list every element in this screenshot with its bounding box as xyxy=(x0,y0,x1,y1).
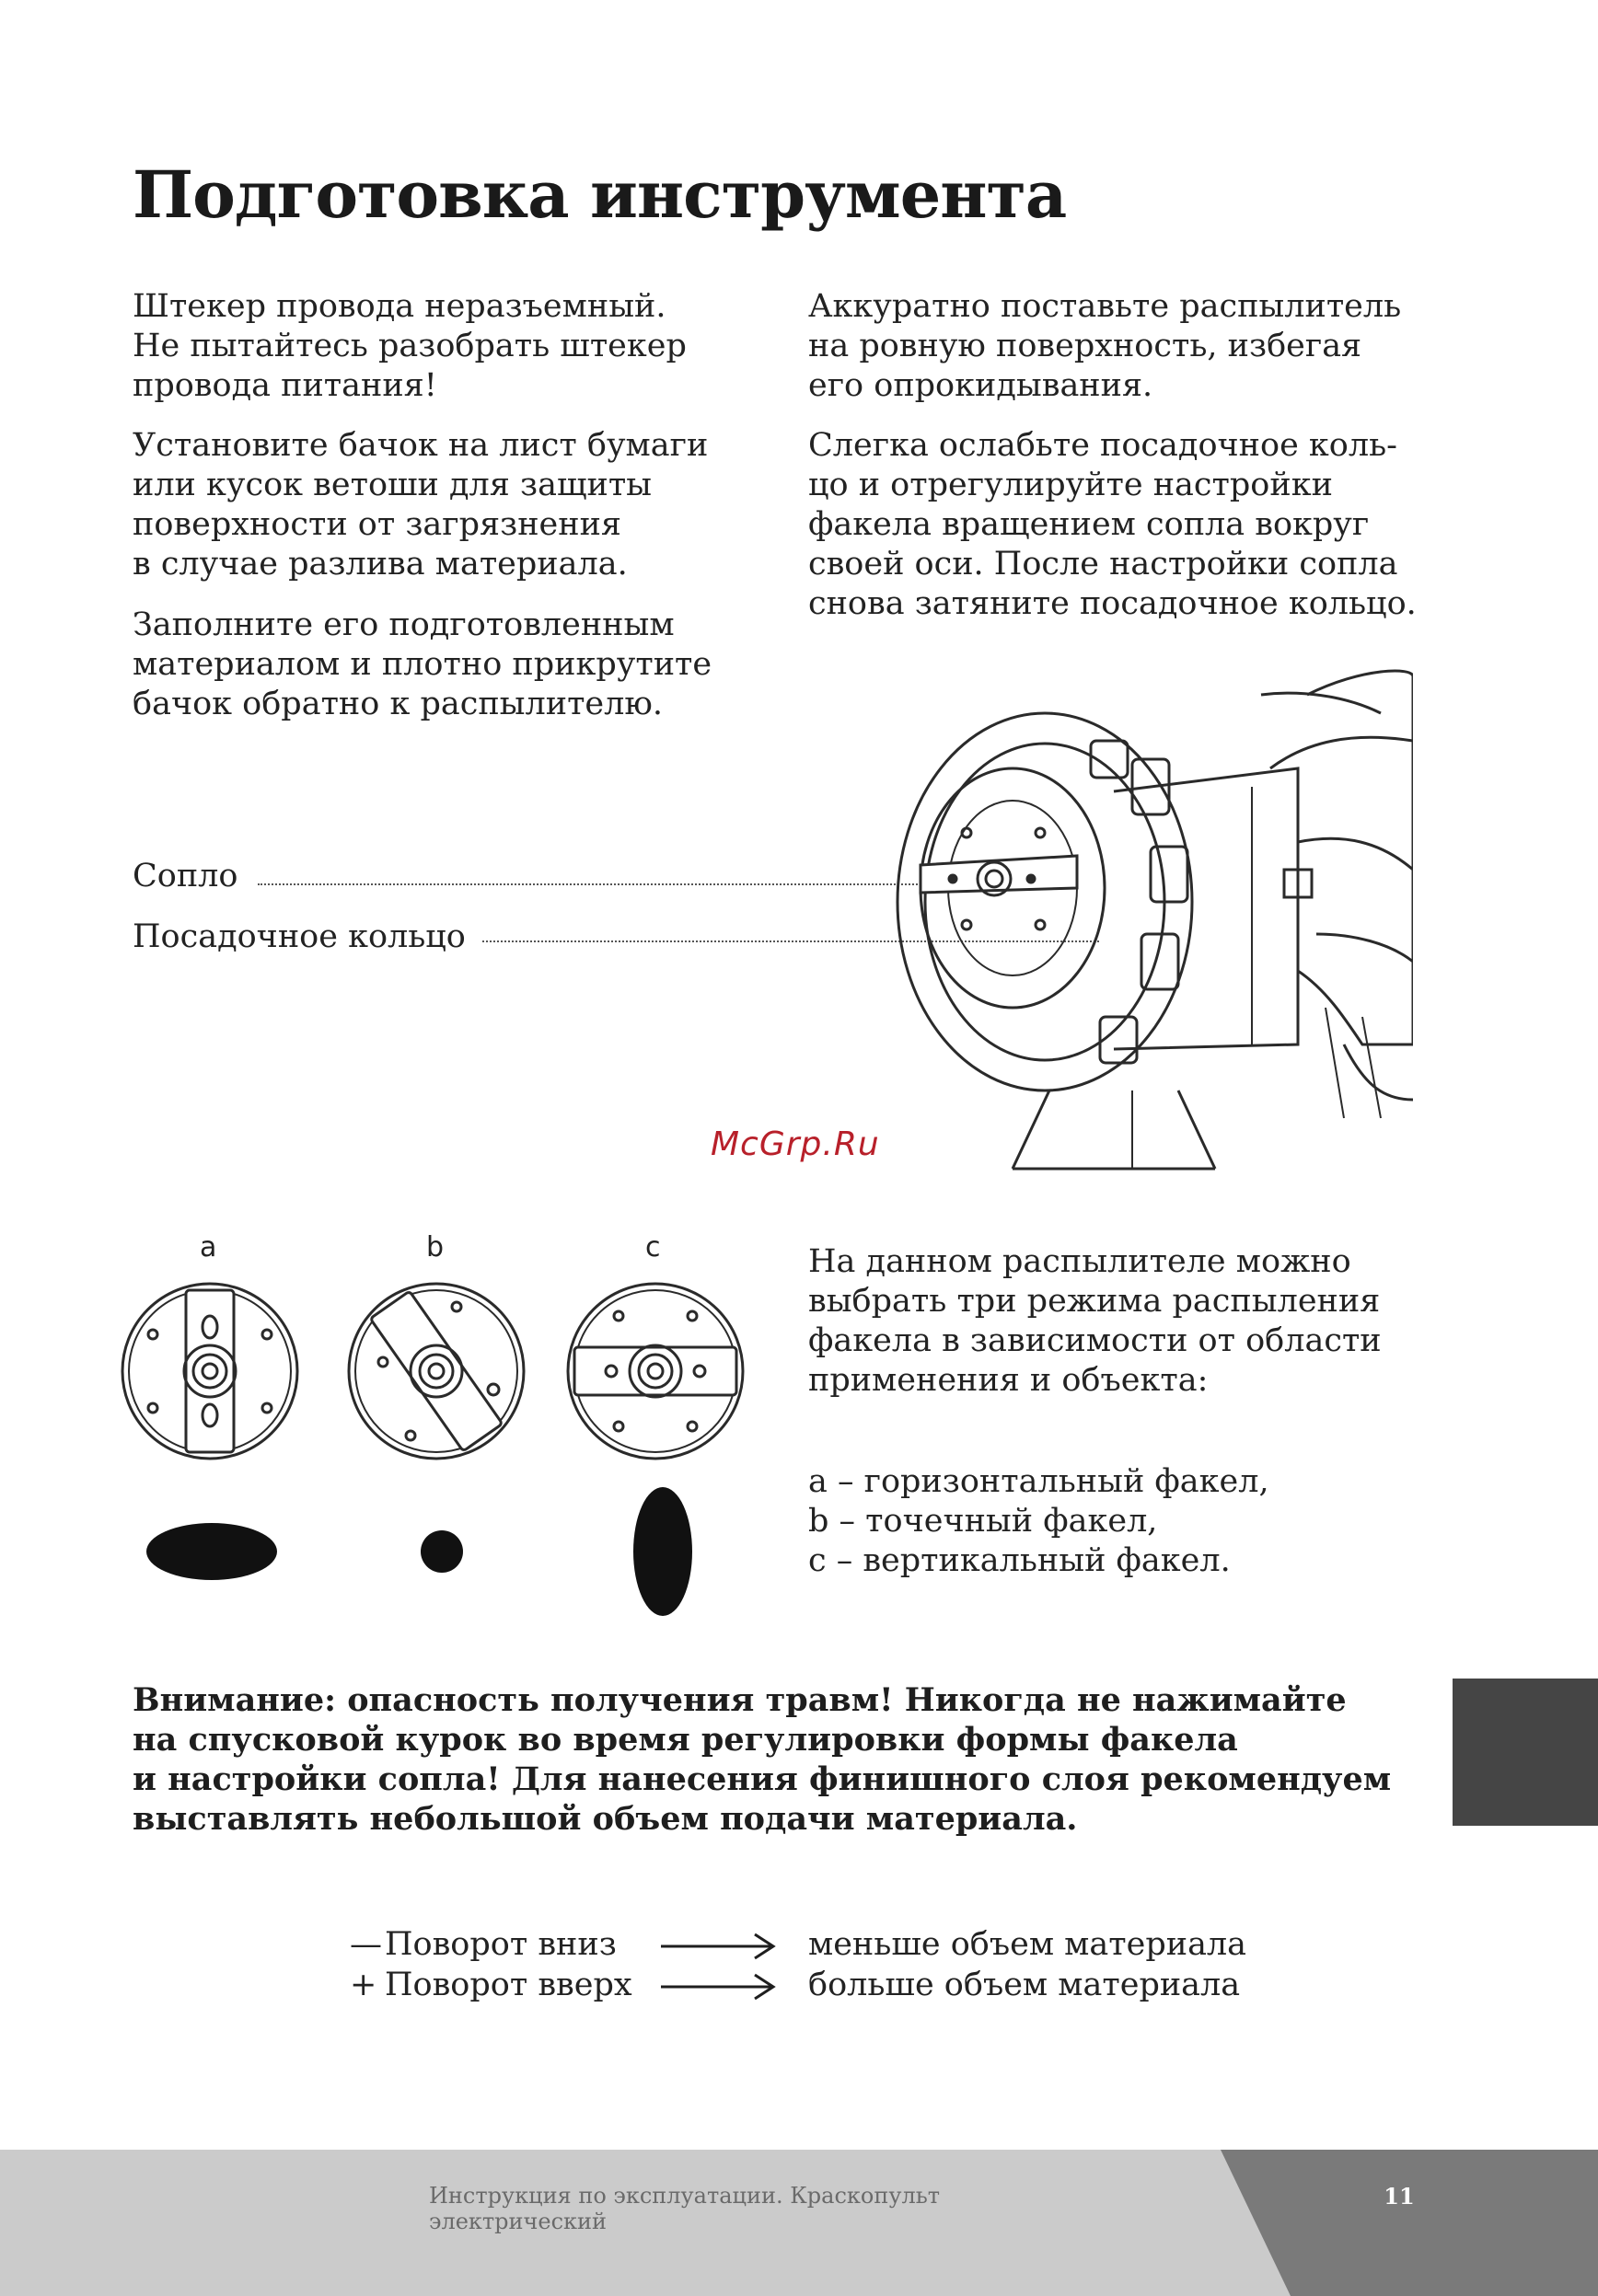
sprayer-illustration xyxy=(865,658,1413,1173)
mode-letter-b: b xyxy=(426,1231,445,1263)
leader-line-nozzle xyxy=(258,883,925,885)
spray-modes-diagram xyxy=(116,1279,760,1629)
watermark: McGrp.Ru xyxy=(711,1125,880,1163)
safety-warning: Внимание: опасность получения травм! Никогда не нажимайте на спусковой курок во время регулировки формы факела и настройки сопла! Для нанесения финишного слоя рекомендуем выставлять небольшой объем подачи материала. xyxy=(133,1681,1392,1838)
adjust-row-up xyxy=(350,1967,632,2003)
mode-letter-c: c xyxy=(645,1231,661,1263)
page-title: Подготовка инструмента xyxy=(133,156,1067,233)
arrow-right-icon xyxy=(659,1971,779,2002)
result-up: больше объем материала xyxy=(808,1967,1241,2003)
nozzle-a-icon xyxy=(122,1284,297,1459)
pattern-point xyxy=(421,1530,463,1573)
label-ring: Посадочное кольцо xyxy=(133,918,466,955)
sign-plus: + xyxy=(350,1967,377,2003)
nozzle-b-icon xyxy=(349,1284,524,1459)
footer-dark-panel xyxy=(1221,2150,1598,2296)
result-down: меньше объем материала xyxy=(808,1926,1247,1963)
nozzle-c-icon xyxy=(568,1284,743,1459)
adjust-row-down xyxy=(350,1926,617,1963)
section-tab xyxy=(1453,1679,1598,1826)
paragraph-fill-tank: Заполните его подготовленным материалом и плотно прикрутите бачок обратно к распылителю. xyxy=(133,606,712,722)
modes-intro: На данном распылителе можно выбрать три режима распыления факела в зависимости от области применения и объекта: xyxy=(808,1243,1382,1399)
action-down: Поворот вниз xyxy=(385,1926,617,1963)
arrow-right-icon xyxy=(659,1931,779,1962)
sign-minus: — xyxy=(350,1926,382,1963)
footer-text: Инструкция по эксплуатации. Краскопульт электрический xyxy=(429,2183,941,2234)
paragraph-adjust-ring: Слегка ослабьте посадочное коль- цо и отрегулируйте настройки факела вращением сопла вокруг своей оси. После настройки сопла снова затяните посадочное кольцо. xyxy=(808,427,1417,622)
label-nozzle: Сопло xyxy=(133,858,238,894)
page-number: 11 xyxy=(1384,2183,1415,2209)
pattern-vertical xyxy=(633,1487,692,1616)
paragraph-place-sprayer: Аккуратно поставьте распылитель на ровную поверхность, избегая его опрокидывания. xyxy=(808,288,1402,404)
modes-list: a – горизонтальный факел, b – точечный факел, c – вертикальный факел. xyxy=(808,1463,1269,1579)
action-up: Поворот вверх xyxy=(385,1967,632,2003)
paragraph-plug-warning: Штекер провода неразъемный. Не пытайтесь разобрать штекер провода питания! xyxy=(133,288,687,404)
pattern-horizontal xyxy=(146,1523,277,1580)
paragraph-install-tank: Установите бачок на лист бумаги или кусок ветоши для защиты поверхности от загрязнения в случае разлива материала. xyxy=(133,427,709,583)
mode-letter-a: a xyxy=(200,1231,217,1263)
